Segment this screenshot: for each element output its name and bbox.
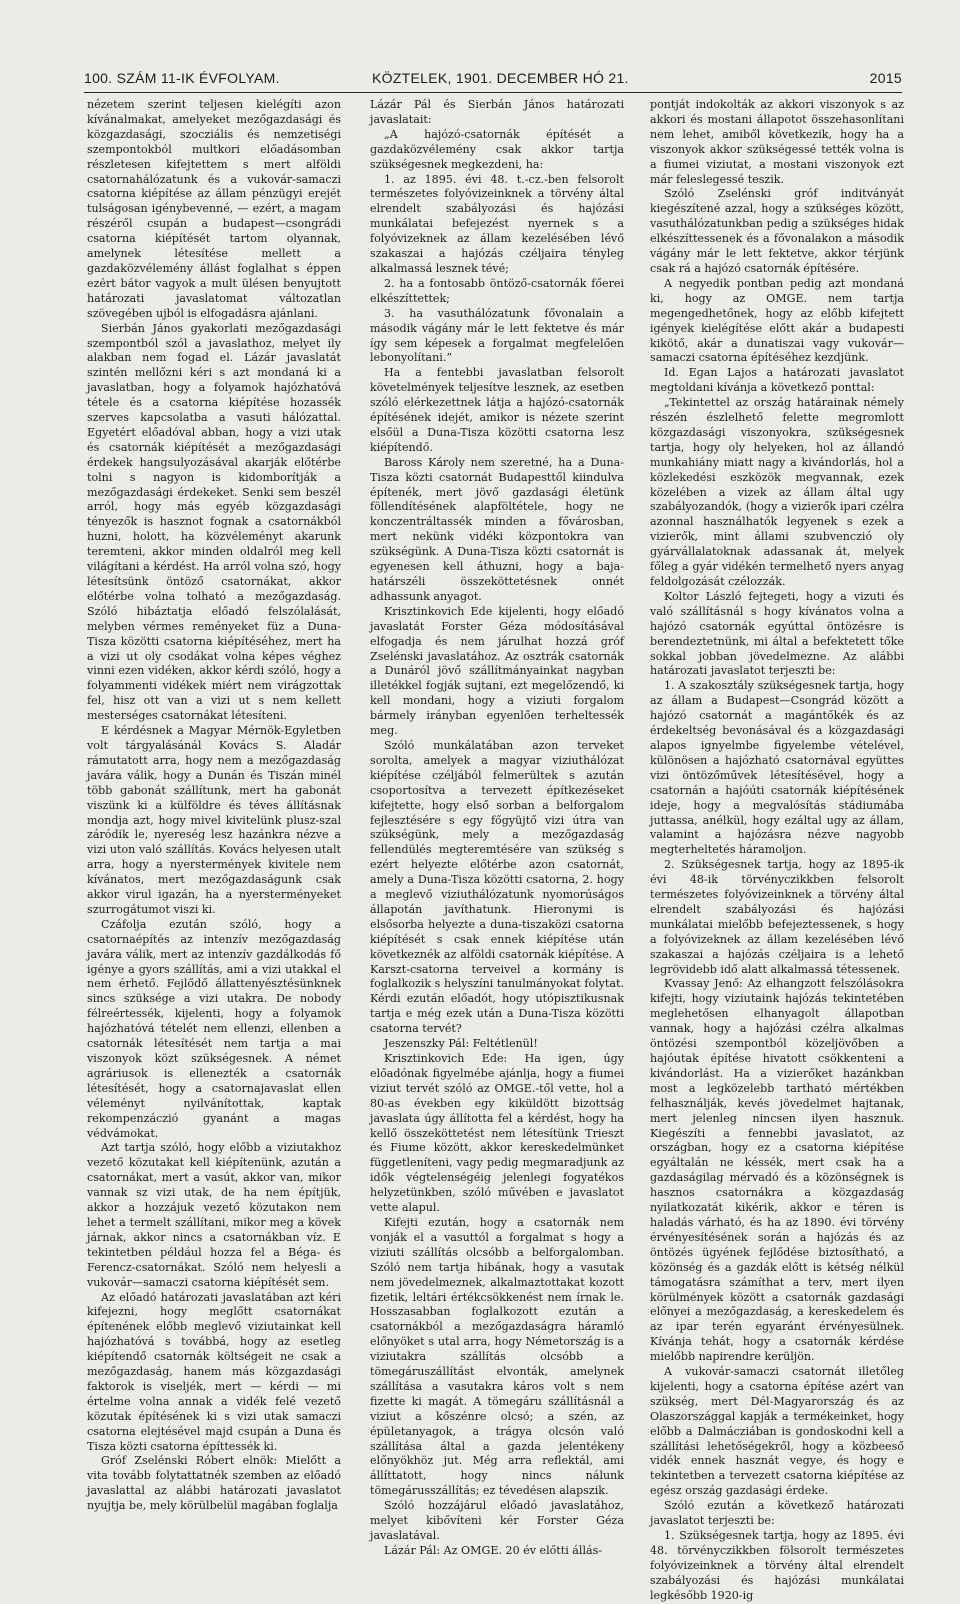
paragraph: Krisztinkovich Ede: Ha igen, úgy előadónak figyelmébe ajánlja, hogy a fiumei viziut tervét szóló az OMGE.-től vette, hol a 80-as években egy kiküldött bizottság javaslata úgy állította fel a kérdést, hogy ha kellő összeköttetést nem létesítünk Trieszt és Fiume között, akkor kereskedelmünket függetleníteni, vagy pedig megmaradjunk az idők végtelenségéig jelenlegi fogyatékos helyzetünkben, szóló művében e javaslatot vette alapul.: [370, 1052, 624, 1215]
paragraph: „Tekintettel az ország határainak némely részén észlelhető felette megromlott közgazdasági viszonyokra, szükségesnek tartja, hogy oly helyeken, hol az állandó munkahiány miatt nagy a kivándorlás, hol a közlekedési eszközök megvannak, ezek közelében a vizek az állam által ugy szabályozandók, (hogy a vizierők ipari czélra azonnal használhatók legyenek s ezek a vizierők, mint állami szubvenczió oly gyárvállalatoknak adassanak át, melyek főleg a gyár vidékén termelhető nyers anyag feldolgozását czélozzák.: [650, 396, 904, 588]
page-header: [84, 70, 902, 92]
paragraph: Id. Egan Lajos a határozati javaslatot megtoldani kívánja a következő ponttal:: [650, 366, 904, 395]
paragraph: Kvassay Jenő: Az elhangzott felszólásokra kifejti, hogy viziutaink hajózás tekintetében meglehetősen elhanyagolt állapotban vannak, hogy a hajózási czélra alkalmas öntözési szempontból közeljövőben a hajóutak építése hivatott csökkenteni a kivándorlást. Ha a vizierőket hazánkban most a legközelebb tartható mértékben felhasználják, kevés jövedelmet hajtanak, mert jelenleg nincsen ilyen hasznuk. Kiegészíti a fennebbi javaslatot, az országban, hogy ez a csatorna kiépítése egyáltalán ne késsék, mert csak ha a gazdaságilag mérvadó és a közönségnek is hasznos csatornákra a közgazdaság nyilatkozatát kikérik, akkor e téren is haladás várható, és ha az 1890. évi törvény érvényesítésének során a hajózás és az öntözés ügyének fejlődése biztosítható, a közönség és a gazdák előtt is kétség nélkül támogatásra számíthat a terv, mert ilyen körülmények között a csatornák gazdasági előnyei a mezőgazdaság, a kereskedelem és az ipar terén egyaránt érvényesülnek. Kívánja tehát, hogy a csatornák kérdése mielőbb napirendre kerüljön.: [650, 977, 904, 1364]
paragraph: Krisztinkovich Ede kijelenti, hogy előadó javaslatát Forster Géza módosításával elfogadja és nem járulhat hozzá gróf Zselénski javaslatához. Az osztrák csatornák a Dunáról jövő szállítmányainkat nagyban illetékkel fogják sujtani, ezt megelőzendő, ki kell mondani, hogy a viziuti forgalom bármely irányban egyenlően terheltessék meg.: [370, 604, 624, 738]
page-number: 2015: [869, 70, 902, 86]
paragraph: „A hajózó-csatornák építését a gazdaközvélemény csak akkor tartja szükségesnek megkezdeni, ha:: [370, 127, 624, 171]
paragraph: Koltor László fejtegeti, hogy a vizuti és való szállításnál s hogy kívánatos volna a hajózó csatornák egyúttal öntözésre is berendeztetnünk, mi által a befektetett tőke sokkal jobban jövedelmezne. Az alábbi határozati javaslatot terjeszti be:: [650, 589, 904, 678]
paragraph: Czáfolja ezután szóló, hogy a csatornaépítés az intenzív mezőgazdaság javára válik, mert az intenzív gazdálkodás fő igénye a gyors szállítás, ami a vizi utakkal el nem érhető. Fejlődő állattenyésztésünknek sincs szüksége a vizi utakra. De nobody félreértessék, kijelenti, hogy a folyamok hajózhatóvá tételét nem ellenzi, ellenben a csatornák létesítését nem tartja a mai viszonyok közt szükségesnek. A német agráriusok is ellenezték a csatornák létesítését, hogy a csatornajavaslat ellen véleményt nyilvánítottak, kaptak rekompenzáczió gyanánt a magas védvámokat.: [87, 917, 341, 1140]
paragraph: Szóló Zselénski gróf inditványát kiegészítené azzal, hogy a szükséges között, vasuthálózatunkban pedig a szükséges hidak elkészíttessenek és a fővonalakon a második vágány már le lett fektetve, akkor térjünk csak rá a hajózó csatornák építésére.: [650, 187, 904, 275]
paragraph: Kifejti ezután, hogy a csatornák nem vonják el a vasuttól a forgalmat s hogy a viziuti szállítás olcsóbb a belforgalomban. Szóló nem tartja hibának, hogy a vasutak nem jövedelmeznek, alkalmaztottakat kozott fizetik, leltári értékcsökkenést nem írnak le. Hosszasabban foglalkozott ezután a csatornákból a mezőgazdaságra háramló előnyöket s utal arra, hogy Németország is a viziutakra szállítás olcsóbb a tömegáruszállítást elvonták, amelynek szállítása a vasutakra káros volt s nem fizette ki magát. A tömegáru szállításnál a viziut a kőszénre olcsó; a szén, az épületanyagok, a trágya olcsón való szállítása által a gazda jelentékeny előnyökhöz jut. Még arra reflektál, ami állíttatott, hogy nincs nálunk tömegárusszállítás; ez tévedésen alapszik.: [370, 1215, 624, 1498]
paragraph: A vukovár-samaczi csatornát illetőleg kijelenti, hogy a csatorna építése azért van szükség, mert Dél-Magyarország és az Olaszországgal kapják a termékeinket, hogy előbb a Dalmácziában is gondoskodni kell a szállítási lehetőségekről, hogy a közbeeső vidék ennek hasznát vegye, és hogy e tekintetben a tervezett csatorna kiépítése az egész ország gazdasági érdeke.: [650, 1365, 904, 1498]
paragraph: Szóló munkálatában azon terveket sorolta, amelyek a magyar viziuthálózat kiépítése czéljából felmerültek s azután csoportosítva a tervezett építkezéseket kifejtette, hogy első sorban a belforgalom fejlesztésére s egy főgyüjtő vizi útra van szükségünk, mely a mezőgazdaság fellendülés megteremtésére van szükség s ezért helyezte előtérbe azon csatornát, amely a Duna-Tisza közötti csatorna, 2. hogy a meglevő viziuthálózatunk nyomorúságos állapotán javíthatunk. Hieronymi is elsősorba helyezte a duna-tiszaközi csatorna kiépítését s csak ennek kiépítése után következnék az alföldi csatornák kiépítése. A Karszt-csatorna terveivel a kormány is foglalkozik s helyszíni tanulmányokat folytat. Kérdi ezután előadót, hogy utópisztikusnak tartja e még ezek után a Duna-Tisza közötti csatorna tervét?: [370, 738, 624, 1036]
paragraph: pontját indokolták az akkori viszonyok s az akkori és mostani állapotot összehasonlítani nem lehet, amiből következik, hogy ha a viszonyok akkor szükségessé tették volna is a fiumei viziutat, a mostani viszonyok ezt már feleslegessé teszik.: [650, 98, 904, 186]
header-rule: [84, 92, 902, 93]
paragraph: Szóló ezután a következő határozati javaslatot terjeszti be:: [650, 1499, 904, 1528]
paragraph: 3. ha vasuthálózatunk fővonalain a második vágány már le lett fektetve és már így sem képesek a forgalmat megfelelően lebonyolítani.”: [370, 306, 624, 365]
paragraph: Lázár Pál és Sierbán János határozati javaslatait:: [370, 98, 624, 126]
paragraph: Az előadó határozati javaslatában azt kéri kifejezni, hogy meglőtt csatornákat építenének előbb meglevő viziutainkat kell hajózhatóvá s továbbá, hogy az esetleg kiépítendő csatornák költségeit ne csak a mezőgazdaság, hanem más közgazdasági faktorok is viseljék, mert — kérdi — mi értelme volna annak a vidék felé vezető közutak építésének ki s vizi utak samaczi csatorna elejtésével majd csupán a Duna és Tisza közti csatorna építtessék ki.: [87, 1290, 341, 1453]
paragraph: A negyedik pontban pedig azt mondaná ki, hogy az OMGE. nem tartja megengedhetőnek, hogy az előbb kifejtett igények kielégítése előtt akár a budapesti kikötő, akár a dunatiszai vagy vukovár—samaczi csatorna építéséhez kezdjünk.: [650, 276, 904, 365]
paragraph: Lázár Pál: Az OMGE. 20 év előtti állás-: [384, 1543, 603, 1557]
paragraph: 2. ha a fontosabb öntöző-csatornák főerei elkészíttettek;: [370, 276, 624, 305]
text-column-left: [87, 98, 341, 1513]
paragraph: 1. A szakosztály szükségesnek tartja, hogy az állam a Budapest—Csongrád között a hajózó csatornát a magántőkék és az érdekeltség bevonásával és a közgazdasági alapos ignyelmbe figyelembe vételével, különösen a hajózható csatornával együttes vizi öntözőművek létesítésével, hogy a csatornán a hajóúti csatornák kiépítésének ideje, hogy a megvalósítás stádiumába juttassa, anélkül, hogy ezáltal ugy az állam, valamint a hajózásra nézve nagyobb megterheltetés háramoljon.: [650, 679, 904, 857]
text-column-middle: [370, 98, 624, 1557]
paragraph: Szóló hozzájárul előadó javaslatához, melyet kibővíteni kér Forster Géza javaslatával.: [370, 1499, 624, 1542]
issue-number: 100. SZÁM 11-IK ÉVFOLYAM.: [84, 70, 280, 86]
paragraph: 2. Szükségesnek tartja, hogy az 1895-ik évi 48-ik törvényczikkben felsorolt természetes folyóvizeinknek a törvény által elrendelt szabályozási és hajózási munkálatai mielőbb befejeztessenek, s hogy a folyóvizeknek az állam kezelésében lévő szakaszai a hajózás czéljaira is a lehető legrövidebb idő alatt alkalmassá tétessenek.: [650, 858, 904, 976]
paragraph: Gróf Zselénski Róbert elnök: Mielőtt a vita tovább folytattatnék szemben az előadó javaslattal az alábbi határozati javaslatot nyujtja be, mely körülbelül magában foglalja: [87, 1454, 341, 1513]
paragraph: Ha a fentebbi javaslatban felsorolt követelmények teljesítve lesznek, az esetben szóló elérkezettnek látja a hajózó-csatornák építésének idejét, amikor is nézete szerint elsőül a Duna-Tisza közötti csatorna lesz kiépítendő.: [370, 366, 624, 454]
paragraph: Sierbán János gyakorlati mezőgazdasági szempontból szól a javaslathoz, melyet ily alakban nem fogad el. Lázár javaslatát szintén mellőzni kéri s azt mondaná ki a javaslatban, hogy a folyamok hajózhatóvá tétele és a csatorna kiépítése hozassék szerves kapcsolatba a vasuti hálózattal. Egyetért előadóval abban, hogy a vizi utak és csatornák kiépítését a mezőgazdasági érdekek hangsulyozásával akarják előtérbe tolni s nagyon is kidomborítják a mezőgazdasági érdekeket. Senki sem beszél arról, hogy más egyéb közgazdasági tényezők is hasznot fognak a csatornákból huzni, holott, ha közvéleményt akarunk teremteni, akkor minden oldalról meg kell világítani a kérdést. Ha arról volna szó, hogy létesítsünk öntöző csatornákat, akkor előtérbe volna tolható a mezőgazdaság. Szóló hibáztatja előadó felszólalását, melyben vérmes reményeket füz a Duna-Tisza közötti csatorna kiépítéséhez, mert ha a vizi ut oly csodákat volna képes véghez vinni ezen vidéken, akkor kérdi szóló, hogy a folyammenti vidékek miért nem virágzottak fel, hisz ott van a vizi ut s nem kellett mesterséges csatornákat létesíteni.: [87, 321, 341, 723]
paragraph: nézetem szerint teljesen kielégíti azon kívánalmakat, amelyeket mezőgazdasági és közgazdasági, szocziális és nemzetiségi szempontokból multkori előadásomban részletesen kifejtettem s mert alföldi csatornahálózatunk és a vukovár-samaczi csatorna kiépítése az állam pénzügyi erejét tulságosan igénybevenné, — ezért, a magam részéről csupán a budapest—csongrádi csatorna kiépítését tartom olyannak, amelynek létesítése mellett a gazdaközvélemény állást foglalhat s éppen ezért bátor vagyok a mult ülésen benyujtott határozati javaslatomat változatlan szövegében ujból is elfogadásra ajánlani.: [87, 98, 341, 320]
paragraph: Azt tartja szóló, hogy előbb a viziutakhoz vezető közutakat kell kiépítenünk, azután a csatornákat, mert a vasút, akkor van, mikor vannak sz vizi utak, de ha nem építjük, akkor a hozzájuk vezető közutakon nem lehet a termelt szállítani, mikor meg a kövek járnak, akkor nincs a csatornákban víz. E tekintetben például hozza fel a Béga- és Ferencz-csatornákat. Szóló nem helyesli a vukovár—samaczi csatorna kiépítését sem.: [87, 1141, 341, 1289]
publication-date: KÖZTELEK, 1901. DECEMBER HÓ 21.: [372, 70, 629, 86]
paragraph: 1. Szükségesnek tartja, hogy az 1895. évi 48. törvényczikkben fölsorolt természetes folyóvizeinknek a törvény által elrendelt szabályozási és hajózási munkálatai legkésőbb 1920-ig: [650, 1529, 904, 1602]
paragraph: E kérdésnek a Magyar Mérnök-Egyletben volt tárgyalásánál Kovács S. Aladár rámutatott arra, hogy nem a mezőgazdaság javára válik, hogy a Dunán és Tiszán minél több gabonát szállítunk, mert ha gabonát viszünk ki a külföldre és téves állításnak mondja azt, hogy mivel kivitelünk plusz-szal záródik le, nyereség lesz hazánkra nézve a vizi uton való szállítás. Kovács helyesen utalt arra, hogy a nyerstermények kivitele nem kívánatos, mert mezőgazdaságunk csak akkor virul igazán, ha a nyersterményeket szurrogátumot viszi ki.: [87, 724, 341, 916]
text-column-right: [650, 98, 904, 1602]
paragraph: Jeszenszky Pál: Feltétlenül!: [384, 1037, 538, 1051]
paragraph: Baross Károly nem szeretné, ha a Duna-Tisza közti csatornát Budapesttől kiindulva építenék, mert jövő gazdasági életünk föllendítésének alapföltétele, hogy ne konczentráltassék minden a fővárosban, mert nekünk vidéki központokra van szükségünk. A Duna-Tisza közti csatornát is egyenesen kell áthuzni, hogy a baja-határszéli összeköttetésnek onnét adhassunk anyagot.: [370, 455, 624, 603]
paragraph: 1. az 1895. évi 48. t.-cz.-ben felsorolt természetes folyóvizeinknek a törvény által elrendelt szabályozási és hajózási munkálatai befejezést nyernek s a folyóvizeknek az állam kezelésében lévő szakaszai a hajózás czéljaira tényleg alkalmassá lesznek tévé;: [370, 172, 624, 275]
